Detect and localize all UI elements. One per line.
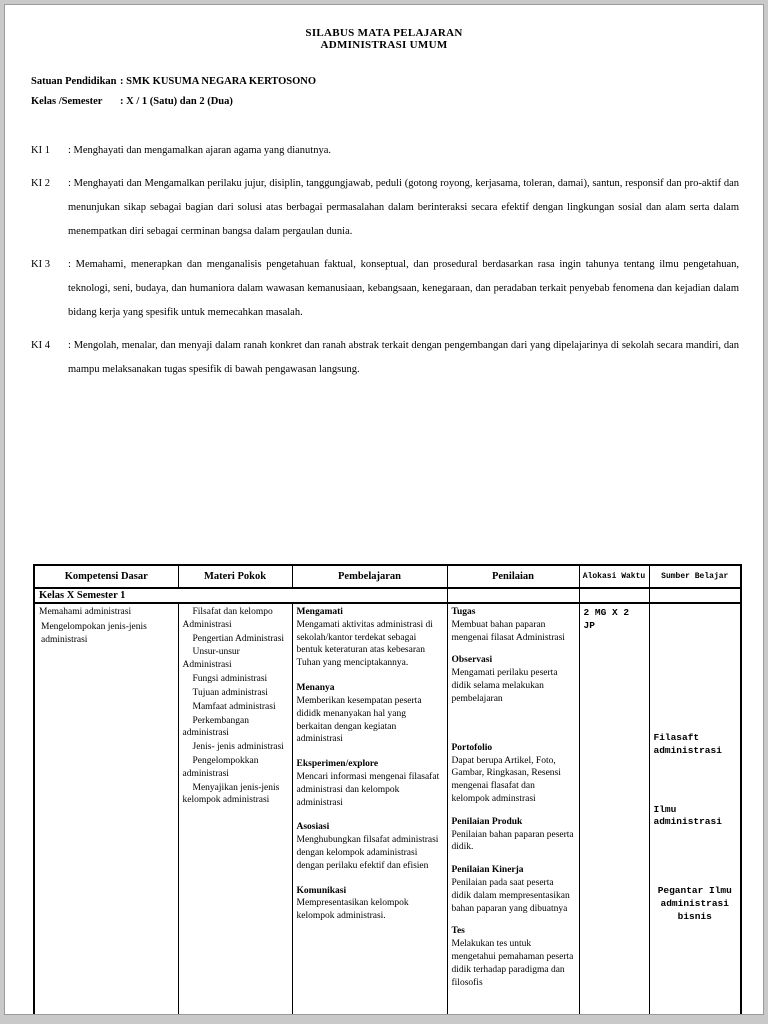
cell-materi-pokok [178,603,292,1015]
pembelajaran-mengamati [297,606,443,670]
table-header-row [34,565,741,588]
section-heading: Tes [451,926,465,937]
materi-item: Perkembangan administrasi [182,715,249,739]
sumber-item: Ilmu administrasi [653,803,722,828]
pembelajaran-komunikasi [297,885,443,923]
materi-item: Pengertian Administrasi [192,633,285,644]
ki-text: : Menghayati dan Mengamalkan perilaku jujur, disiplin, tanggungjawab, peduli (gotong royong, kerjasama, toleran, damai), santun, responsif dan pro-aktif dan menunjukan sikap sebagai bagian dari solusi atas berbagai permasalahan dalam berinteraksi secara efektif dengan lingkungan sosial dan alam serta dalam menempatkan diri sebagai cerminan bangsa dalam pergaulan dunia. [68,178,739,237]
section-heading: Penilaian Produk [451,816,523,827]
table-row [34,603,741,1015]
materi-item: Menyajikan jenis-jenis kelompok administrasi [182,782,280,806]
penilaian-produk [452,816,575,854]
cell-penilaian [447,603,579,1015]
cell-pembelajaran [292,603,447,1015]
title-line-2: ADMINISTRASI UMUM [320,39,448,51]
ki-item-2 [31,172,739,244]
section-text: Mempresentasikan kelompok kelompok administrasi. [296,898,409,922]
header-penilaian: Penilaian [447,565,579,588]
ki-item-3 [31,253,739,325]
materi-item: Jenis- jenis administrasi [192,742,284,753]
meta-value: : X / 1 (Satu) dan 2 (Dua) [120,96,233,107]
sumber-item: Pegantar Ilmu administrasi bisnis [657,885,732,922]
ki-item-4 [31,334,739,382]
ki-text: : Mengolah, menalar, dan menyaji dalam ranah konkret dan ranah abstrak terkait dengan pengembangan dari yang dipelajarinya di sekolah secara mandiri, dan mampu melaksanakan tugas spesifik di bawah pengawasan langsung. [68,340,739,375]
meta-block [31,72,763,112]
section-heading: Mengamati [296,607,343,617]
section-text: Membuat bahan paparan mengenai filasat Administrasi [451,619,565,643]
empty-cell [447,588,579,603]
document-page [4,4,764,1015]
section-text: Penilaian pada saat peserta didik dalam mempresentasikan bahan paparan yang dibuatnya [451,878,570,914]
ki-label: KI 4 [31,340,50,351]
header-pembelajaran: Pembelajaran [292,565,447,588]
section-text: Mencari informasi mengenai filasafat administrasi dan kelompok administrasi [296,771,440,808]
materi-item: Tujuan administrasi [192,687,268,698]
meta-satuan-pendidikan [31,72,763,92]
title-line-1: SILABUS MATA PELAJARAN [305,27,463,39]
pembelajaran-asosiasi [297,821,443,872]
header-alokasi-waktu: Alokasi Waktu [579,565,649,588]
ki-label: KI 3 [31,259,50,270]
section-text: Mengamati perilaku peserta didik selama melakukan pembelajaran [451,668,558,704]
section-text: Penilaian bahan paparan peserta didik. [451,829,574,853]
cell-kompetensi-dasar [34,603,178,1015]
section-text: Menghubungkan filsafat administrasi dengan kelompok adaministrasi dengan perilaku efektif dan efisien [296,835,439,871]
ki-label: KI 2 [31,178,50,189]
section-heading: Asosiasi [296,822,330,833]
meta-label: Kelas /Semester [31,96,103,107]
materi-item: Unsur-unsur Administrasi [182,647,240,671]
header-sumber-belajar: Sumber Belajar [649,565,741,588]
silabus-table [33,564,742,1015]
ki-list [31,139,739,382]
section-heading: Tugas [451,607,476,617]
sumber-item: Filasaft administrasi [653,732,722,756]
header-materi-pokok: Materi Pokok [178,565,292,588]
section-heading: Observasi [451,655,493,666]
meta-value: : SMK KUSUMA NEGARA KERTOSONO [120,76,317,87]
header-kompetensi-dasar: Kompetensi Dasar [34,565,178,588]
ki-label: KI 1 [31,145,50,156]
section-heading: Komunikasi [296,885,347,896]
section-text: Memberikan kesempatan peserta dididk menanyakan hal yang berkaitan dengan kegiatan administrasi [296,695,422,745]
kompetensi-item: Mengelompokan jenis-jenis administrasi [41,621,147,645]
ki-text: : Memahami, menerapkan dan menganalisis pengetahuan faktual, konseptual, dan prosedural berdasarkan rasa ingin tahunya tentang ilmu pengetahuan, teknologi, seni, budaya, dan humaniora dalam wawasan kemanusiaan, kebangsaan, kenegaraan, dan peradaban terkait penyebab fenomena dan kejadian dalam bidang kerja yang spesifik untuk memecahkan masalah. [68,259,739,318]
penilaian-portofolio [452,742,575,806]
kompetensi-item: Memahami administrasi [39,607,132,617]
document-title [5,27,763,51]
semester-section-row [34,588,741,603]
empty-cell [649,588,741,603]
materi-item: Pengelompokkan administrasi [182,755,259,779]
pembelajaran-eksperimen [297,758,443,809]
penilaian-tes [452,925,575,989]
section-heading: Penilaian Kinerja [451,865,524,876]
empty-cell [579,588,649,603]
section-heading: Menanya [296,683,335,694]
section-heading: Eksperimen/explore [296,759,379,770]
penilaian-observasi [452,654,575,705]
penilaian-kinerja [452,864,575,915]
ki-text: : Menghayati dan mengamalkan ajaran agama yang dianutnya. [68,145,331,156]
materi-item: Filsafat dan kelompo Administrasi [182,607,273,630]
pembelajaran-menanya [297,682,443,746]
materi-item: Mamfaat administrasi [192,701,276,712]
cell-alokasi-waktu [579,603,649,1015]
alokasi-waktu-value: 2 MG X 2 JP [583,607,630,631]
section-text: Melakukan tes untuk mengetahui pemahaman peserta didik terhadap paradigma dan filosofis [451,939,574,988]
section-text: Dapat berupa Artikel, Foto, Gambar, Ringkasan, Resensi mengenai flasafat dan kelompok adminstrasi [451,755,561,804]
cell-sumber-belajar [649,603,741,1015]
meta-label: Satuan Pendidikan [31,76,117,87]
section-heading: Portofolio [451,742,493,753]
semester-section-title: Kelas X Semester 1 [34,588,447,603]
meta-kelas-semester [31,92,763,112]
penilaian-tugas [452,606,575,644]
ki-item-1 [31,139,739,163]
materi-item: Fungsi administrasi [192,674,268,685]
section-text: Mengamati aktivitas administrasi di sekolah/kantor terdekat sebagai bentuk keteraturan atas kebesaran Tuhan yang menciptakannya. [296,619,433,669]
